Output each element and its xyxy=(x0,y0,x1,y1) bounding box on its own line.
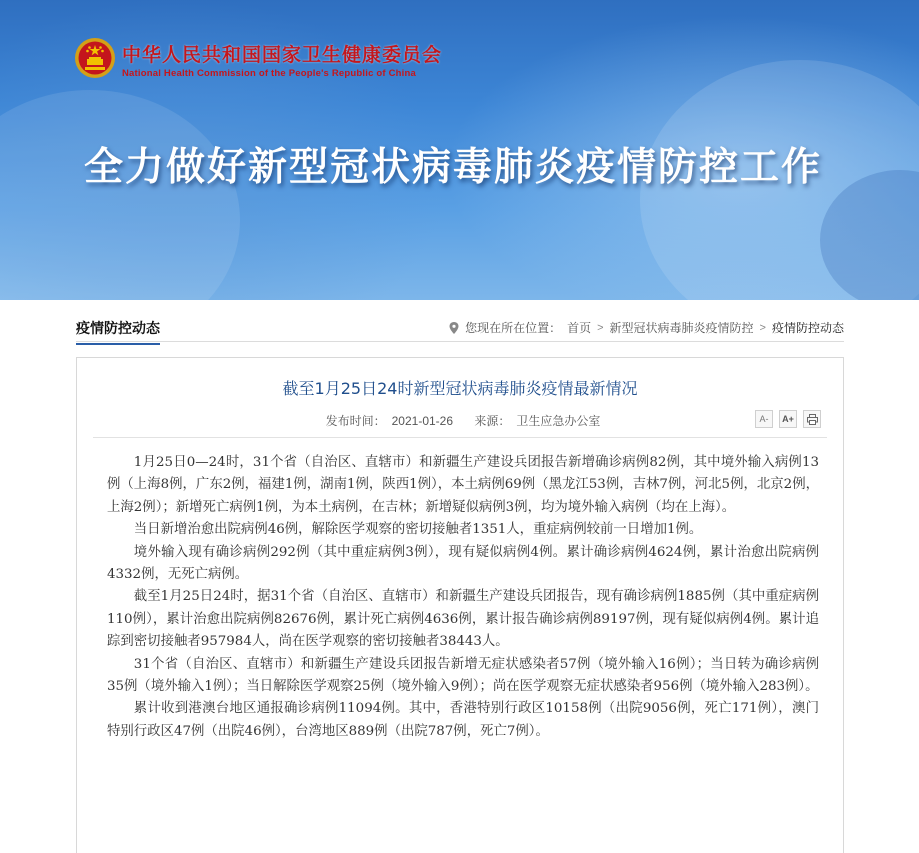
article-tools xyxy=(755,410,821,428)
article-body xyxy=(107,452,819,743)
header-banner xyxy=(0,0,919,300)
article-paragraph: 1月25日0—24时，31个省（自治区、直辖市）和新疆生产建设兵团报告新增确诊病例82例，其中境外输入病例13例（上海8例，广东2例，福建1例，湖南1例，陕西1例），本土病例69例（黑龙江53例，吉林7例，河北5例，北京2例，上海2例）；新增死亡病例1例，为本土病例，在吉林；新增疑似病例3例，均为境外输入病例（均在上海）。 xyxy=(107,455,819,515)
source-label: 来源： xyxy=(474,414,511,428)
font-increase-button[interactable]: A+ xyxy=(779,410,797,428)
publish-label: 发布时间： xyxy=(325,414,386,428)
breadcrumb-item-home[interactable]: 首页 xyxy=(567,321,592,335)
print-button[interactable] xyxy=(803,410,821,428)
banner-background-figure xyxy=(0,90,240,300)
chevron-right-icon: > xyxy=(759,321,766,334)
org-name-cn[interactable]: 中华人民共和国国家卫生健康委员会 xyxy=(122,44,443,66)
publish-date: 2021-01-26 xyxy=(391,414,454,428)
article-paragraph: 境外输入现有确诊病例292例（其中重症病例3例），现有疑似病例4例。累计确诊病例4624例，累计治愈出院病例4332例，无死亡病例。 xyxy=(107,544,819,583)
org-name-en[interactable]: National Health Commission of the People's Republic of China xyxy=(122,68,417,79)
breadcrumb xyxy=(449,319,844,336)
banner-slogan: 全力做好新型冠状病毒肺炎疫情防控工作 xyxy=(84,145,823,190)
article-container xyxy=(76,357,844,853)
article-paragraph: 累计收到港澳台地区通报确诊病例11094例。其中，香港特别行政区10158例（出院9056例，死亡171例），澳门特别行政区47例（出院46例），台湾地区889例（出院787例，死亡7例）。 xyxy=(107,701,819,739)
article-title: 截至1月25日24时新型冠状病毒肺炎疫情最新情况 xyxy=(282,379,638,398)
breadcrumb-item-epidemic-control[interactable]: 新型冠状病毒肺炎疫情防控 xyxy=(609,321,754,335)
article-paragraph: 当日新增治愈出院病例46例，解除医学观察的密切接触者1351人，重症病例较前一日增加1例。 xyxy=(133,522,703,538)
article-paragraph: 截至1月25日24时，据31个省（自治区、直辖市）和新疆生产建设兵团报告，现有确诊病例1885例（其中重症病例110例），累计治愈出院病例82676例，累计死亡病例4636例，累计报告确诊病例89197例，现有疑似病例4例。累计追踪到密切接触者957984人，尚在医学观察的密切接触者38443人。 xyxy=(107,589,819,650)
article-paragraph: 31个省（自治区、直辖市）和新疆生产建设兵团报告新增无症状感染者57例（境外输入16例）；当日转为确诊病例35例（境外输入1例）；当日解除医学观察25例（境外输入9例）；尚在医学观察无症状感染者956例（境外输入283例）。 xyxy=(107,656,819,695)
location-pin-icon xyxy=(449,322,459,334)
section-header xyxy=(76,312,844,342)
article-source: 卫生应急办公室 xyxy=(516,414,601,428)
breadcrumb-item-current[interactable]: 疫情防控动态 xyxy=(771,321,844,335)
font-decrease-button[interactable]: A- xyxy=(755,410,773,428)
article-meta xyxy=(77,412,843,429)
breadcrumb-prefix: 您现在所在位置： xyxy=(465,321,562,335)
section-title[interactable]: 疫情防控动态 xyxy=(76,318,160,345)
chevron-right-icon: > xyxy=(597,321,604,334)
national-emblem-icon[interactable] xyxy=(74,36,116,80)
print-icon xyxy=(807,414,818,425)
divider xyxy=(93,437,827,438)
